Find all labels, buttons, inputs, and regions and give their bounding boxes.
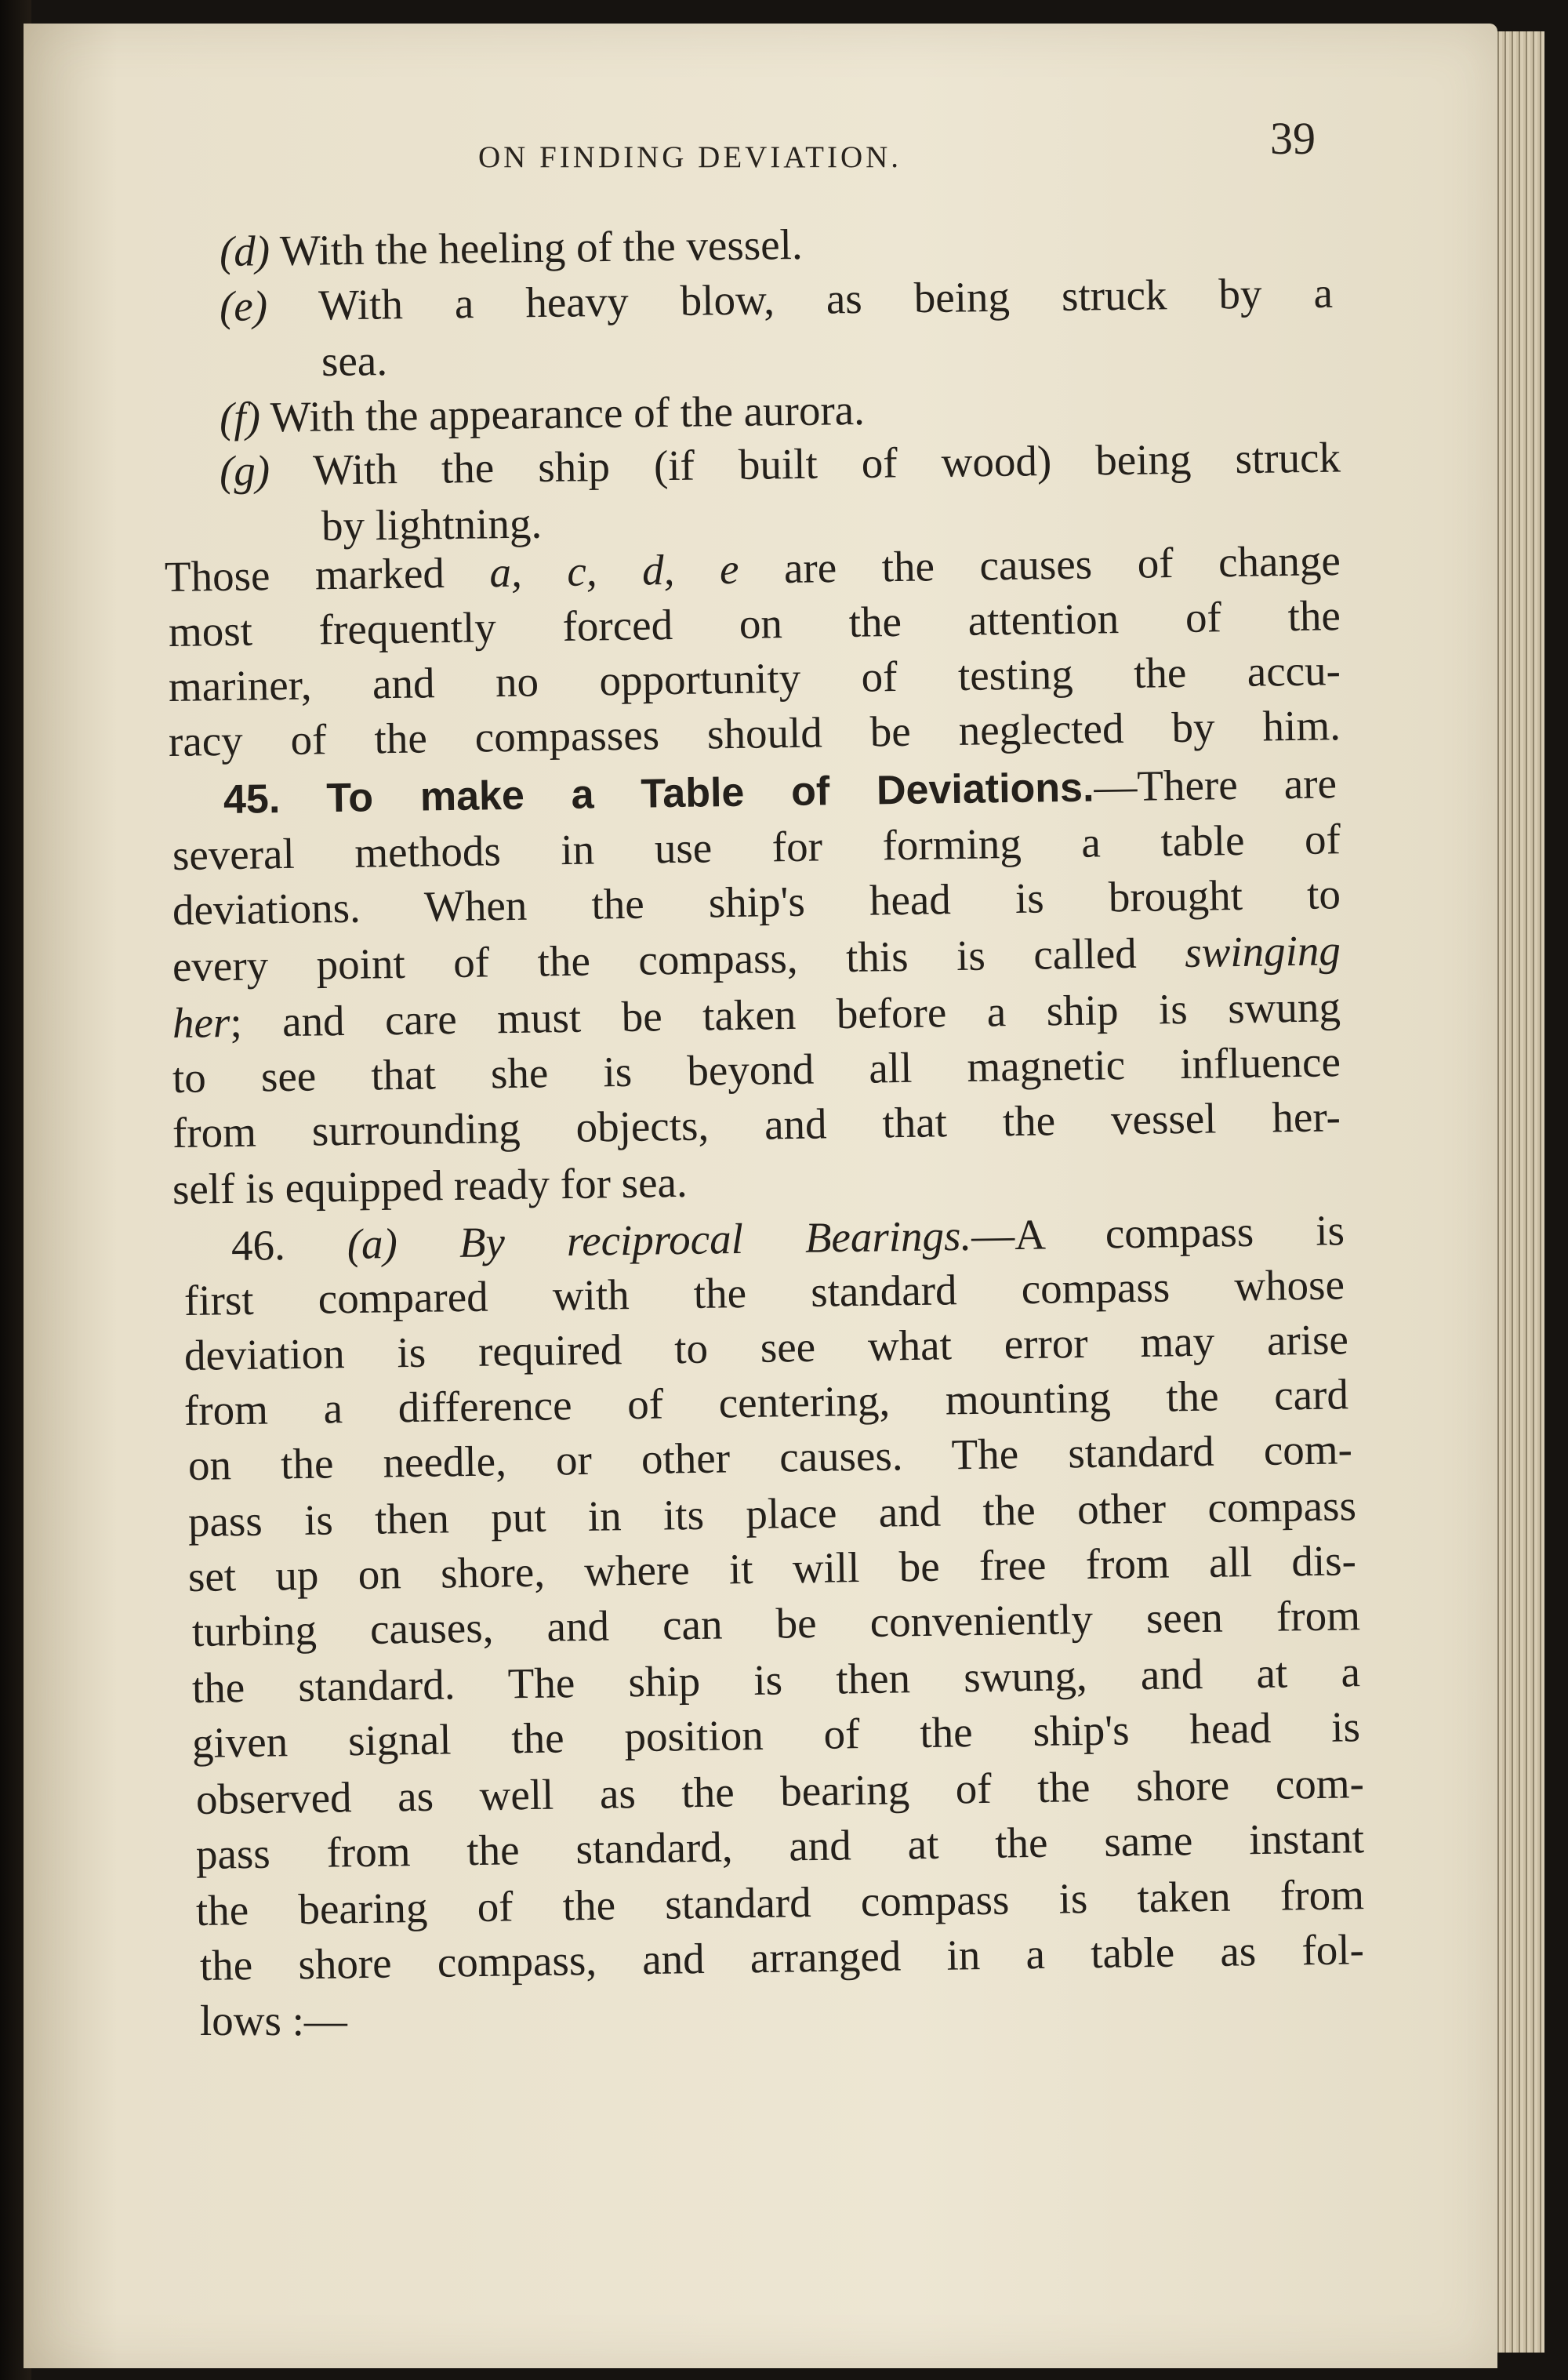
book-page [24, 24, 1497, 2368]
section-45-line-4 [172, 926, 1341, 991]
section-46-heading-line [231, 1206, 1345, 1270]
list-item-g-continued: by lightning. [321, 499, 543, 550]
list-text: With the ship (if built of wood) being struck [312, 433, 1341, 494]
page-number: 39 [1270, 113, 1316, 164]
causes-text: Those marked [164, 548, 490, 601]
list-marker: (d) [219, 227, 270, 275]
list-item-g [220, 434, 1341, 496]
section-46-line: the bearing of the standard compass is taken from [195, 1870, 1365, 1935]
section-46-line: set up on shore, where it will be free from all dis- [187, 1536, 1357, 1601]
causes-text: are the causes of change [738, 536, 1341, 593]
section-45-heading-line [223, 759, 1338, 824]
section-number: 45. [223, 776, 281, 823]
section-number: 46. [230, 1221, 286, 1270]
section-heading: To make a Table of Deviations. [326, 765, 1094, 822]
section-46-line: turbing causes, and can be conveniently seen from [191, 1591, 1361, 1655]
section-45-line-6: to see that she is beyond all magnetic influence [172, 1037, 1341, 1102]
section-46-line: the shore compass, and arranged in a table as fol- [199, 1925, 1365, 1989]
section-46-line: the standard. The ship is then swung, and at a [191, 1648, 1361, 1712]
section-text: ; and care must be taken before a ship is swung [229, 983, 1341, 1046]
list-text: With the heeling of the vessel. [279, 220, 803, 275]
section-text: every point of the compass, this is called [172, 928, 1185, 990]
list-item-e-continued: sea. [321, 336, 388, 385]
section-45-line-5 [172, 983, 1341, 1048]
causes-line-3: mariner, and no opportunity of testing the accu- [168, 646, 1341, 710]
list-item-d [220, 220, 803, 276]
section-45-line-7: from surrounding objects, and that the vessel her- [172, 1092, 1341, 1157]
list-item-f [220, 386, 866, 442]
causes-letters: a, c, d, e [489, 544, 739, 597]
list-marker: (f) [219, 393, 261, 441]
causes-line-4: racy of the compasses should be neglected by him. [168, 701, 1341, 765]
section-term: swinging [1184, 926, 1341, 976]
section-46-line: observed as well as the bearing of the shore com- [195, 1759, 1365, 1823]
section-46-line: from a difference of centering, mounting the card [183, 1370, 1349, 1434]
causes-line-2: most frequently forced on the attention of the [168, 591, 1341, 656]
list-marker: (e) [219, 282, 268, 330]
list-item-e [220, 269, 1334, 331]
section-45-line-8: self is equipped ready for sea. [172, 1157, 688, 1213]
list-text: With the appearance of the aurora. [270, 385, 866, 441]
section-term: her [172, 997, 230, 1047]
section-46-line: deviation is required to see what error may arise [183, 1315, 1349, 1379]
section-method: By reciprocal Bearings. [459, 1211, 972, 1266]
section-46-line: pass from the standard, and at the same instant [195, 1814, 1365, 1878]
section-45-line-3: deviations. When the ship's head is brought to [172, 870, 1341, 934]
section-text: —There are [1093, 759, 1338, 811]
section-45-line-2: several methods in use for forming a table of [172, 815, 1341, 879]
section-46-line: first compared with the standard compass whose [183, 1260, 1345, 1324]
section-46-last-line: lows :— [200, 1997, 347, 2044]
section-46-line: pass is then put in its place and the other compass [187, 1481, 1357, 1546]
section-label: (a) [347, 1219, 398, 1268]
running-head: ON FINDING DEVIATION. [478, 140, 902, 174]
section-text: —A compass is [971, 1206, 1345, 1259]
section-46-line: given signal the position of the ship's head is [191, 1702, 1361, 1767]
list-marker: (g) [219, 446, 270, 495]
section-46-line: on the needle, or other causes. The standard com- [187, 1425, 1353, 1489]
list-text: With a heavy blow, as being struck by a [318, 268, 1334, 329]
